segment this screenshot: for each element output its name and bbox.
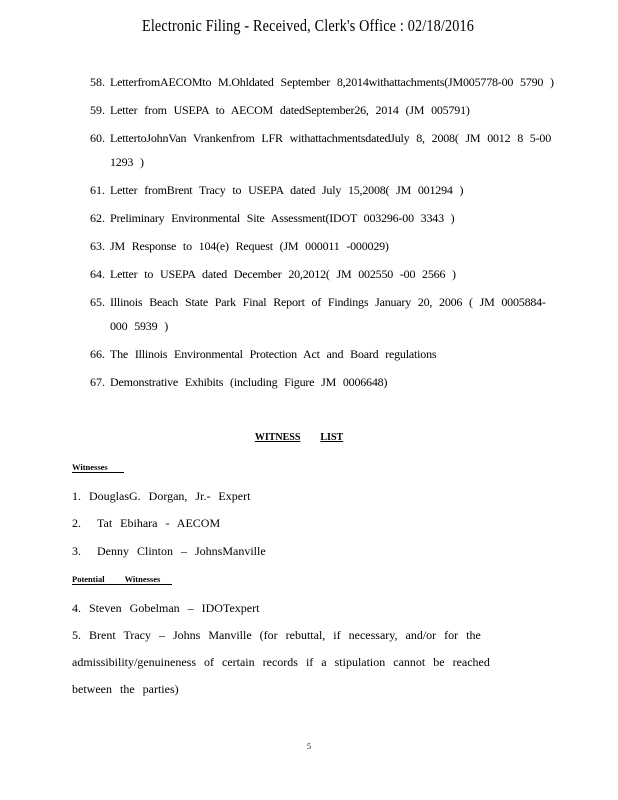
exhibit-item (90, 206, 560, 230)
witness-item (72, 537, 266, 565)
exhibit-item (90, 126, 560, 174)
exhibit-text: Illinois Beach State Park Final Report of Findings January 20, 2006 ( JM 0005884-000 5939 ) (110, 295, 546, 333)
exhibit-number: 63. (90, 239, 105, 253)
exhibit-number: 60. (90, 131, 105, 145)
exhibit-text: Letter to USEPA dated December 20,2012( JM 002550 -00 2566 ) (110, 267, 456, 281)
witness-item (72, 622, 518, 703)
witness-name: Steven Gobelman – IDOTexpert (89, 601, 260, 615)
exhibit-text: Letter fromBrent Tracy to USEPA dated July 15,2008( JM 001294 ) (110, 183, 464, 197)
filing-stamp-header: Electronic Filing - Received, Clerk's Office : 02/18/2016 (141, 16, 475, 35)
exhibit-list (90, 70, 560, 398)
witness-list-word: WITNESS (254, 432, 301, 443)
exhibit-item (90, 70, 560, 94)
exhibit-number: 61. (90, 183, 105, 197)
witness-item (72, 594, 259, 622)
exhibit-item (90, 262, 560, 286)
exhibit-text: Demonstrative Exhibits (including Figure JM 0006648) (110, 375, 388, 389)
exhibit-number: 62. (90, 211, 105, 225)
exhibit-text: LetterfromAECOMto M.Ohldated September 8,2014withattachments(JM005778-00 5790 ) (110, 75, 554, 89)
exhibit-item (90, 342, 560, 366)
exhibit-number: 59. (90, 103, 105, 117)
witnesses-heading-text: Witnesses (72, 462, 124, 473)
witness-name: DouglasG. Dorgan, Jr.- Expert (89, 489, 251, 503)
exhibit-number: 65. (90, 295, 105, 309)
witnesses-word: Witnesses (124, 574, 161, 584)
potential-word: Potential (72, 574, 105, 584)
witnesses-heading (72, 462, 124, 473)
witness-number: 2. (72, 516, 81, 530)
exhibit-text: Preliminary Environmental Site Assessment(IDOT 003296-00 3343 ) (110, 211, 455, 225)
exhibit-item (90, 234, 560, 258)
witness-name: Tat Ebihara - AECOM (97, 516, 221, 530)
exhibit-number: 66. (90, 347, 105, 361)
exhibit-text: Letter from USEPA to AECOM datedSeptember26, 2014 (JM 005791) (110, 103, 470, 117)
exhibit-item (90, 178, 560, 202)
witness-name: Brent Tracy – Johns Manville (for rebuttal, if necessary, and/or for the admissibility/genuineness of certain records if a stipulation cannot be reached between the parties) (72, 628, 490, 696)
exhibit-number: 64. (90, 267, 105, 281)
witness-list-word: LIST (320, 432, 344, 443)
potential-witnesses-heading-text (72, 574, 172, 585)
witness-number: 3. (72, 544, 81, 558)
page-number: 5 (307, 742, 311, 751)
witness-item (72, 482, 250, 510)
witness-item (72, 509, 220, 537)
witness-number: 5. (72, 628, 81, 642)
witness-name: Denny Clinton – JohnsManville (97, 544, 266, 558)
exhibit-number: 58. (90, 75, 105, 89)
witness-number: 1. (72, 489, 81, 503)
exhibit-item (90, 290, 560, 338)
exhibit-text: LettertoJohnVan Vrankenfrom LFR withattachmentsdatedJuly 8, 2008( JM 0012 8 5-00 1293 ) (110, 131, 551, 169)
exhibit-item (90, 98, 560, 122)
exhibit-number: 67. (90, 375, 105, 389)
witness-number: 4. (72, 601, 81, 615)
exhibit-text: The Illinois Environmental Protection Act and Board regulations (110, 347, 437, 361)
witness-list-heading (0, 432, 618, 443)
exhibit-text: JM Response to 104(e) Request (JM 000011 -000029) (110, 239, 389, 253)
potential-witnesses-heading (72, 574, 172, 585)
exhibit-item (90, 370, 560, 394)
